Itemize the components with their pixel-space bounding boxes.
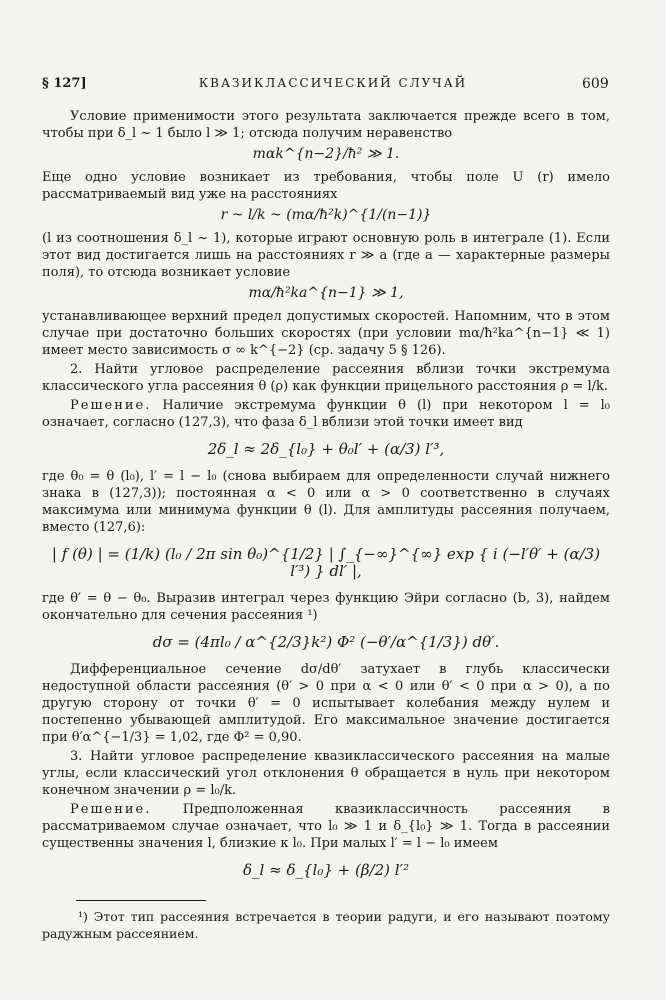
footnote: ¹) Этот тип рассеяния встречается в теории радуги, и его называют поэтому радужным рассеянием. xyxy=(42,909,610,941)
paragraph: где θ′ = θ − θ₀. Выразив интеграл через функцию Эйри согласно (b, 3), найдем окончательно для сечения рассеяния ¹) xyxy=(42,591,610,623)
footnote-rule xyxy=(76,900,206,901)
equation: dσ = (4πl₀ / α^{2/3}k²) Φ² (−θ′/α^{1/3}) dθ′. xyxy=(152,633,500,651)
running-head-section: § 127] xyxy=(42,76,87,91)
paragraph: Еще одно условие возникает из требования, чтобы поле U (r) имело рассматриваемый вид уже на расстояниях xyxy=(42,170,610,202)
equation: mαk^{n−2}/ħ² ≫ 1. xyxy=(252,146,400,162)
problem-statement: 3. Найти угловое распределение квазиклассического рассеяния на малые углы, если классический угол отклонения θ обращается в нуль при некотором конечном значении ρ = l₀/k. xyxy=(42,749,610,798)
paragraph: устанавливающее верхний предел допустимых скоростей. Напомним, что в этом случае при достаточно больших скоростях (при условии mα/ħ²ka^{n−1} ≪ 1) имеет место зависимость σ ∞ k^{−2} (ср. задачу 5 § 126). xyxy=(42,309,610,358)
paragraph: Условие применимости этого результата заключается прежде всего в том, чтобы при δ_l ~ 1 было l ≫ 1; отсюда получим неравенство xyxy=(42,109,610,141)
solution-label: Решение. xyxy=(70,802,152,817)
equation: r ~ l/k ~ (mα/ħ²k)^{1/(n−1)} xyxy=(220,207,432,223)
solution-text: Наличие экстремума функции θ (l) при некотором l = l₀ означает, согласно (127,3), что фаза δ_l вблизи этой точки имеет вид xyxy=(42,398,610,430)
solution-label: Решение. xyxy=(70,398,152,413)
equation: | f (θ) | = (1/k) (l₀ / 2π sin θ₀)^{1/2} | ∫_{−∞}^{∞} exp { i (−l′θ′ + (α/3) l′³) } dl′ |, xyxy=(51,545,601,580)
paragraph: Дифференциальное сечение dσ/dθ′ затухает в глубь классически недоступной области рассеяния (θ′ > 0 при α < 0 или θ′ < 0 при α > 0), а по другую сторону от точки θ′ = 0 испытывает колебания между нулем и постепенно убывающей амплитудой. Его максимальное значение достигается при θ′α^{−1/3} = 1,02, где Φ² = 0,90. xyxy=(42,662,610,745)
problem-statement: 2. Найти угловое распределение рассеяния вблизи точки экстремума классического угла рассеяния θ (ρ) как функции прицельного расстояния ρ = l/k. xyxy=(42,362,610,394)
equation: mα/ħ²ka^{n−1} ≫ 1, xyxy=(248,285,404,301)
page-body xyxy=(42,108,610,889)
page-number: 609 xyxy=(582,76,609,92)
equation: δ_l ≈ δ_{l₀} + (β/2) l′² xyxy=(243,861,409,879)
solution-paragraph xyxy=(42,801,610,852)
solution-paragraph xyxy=(42,397,610,431)
paragraph: где θ₀ = θ (l₀), l′ = l − l₀ (снова выбираем для определенности случай нижнего знака в (127,3)); постоянная α < 0 или α > 0 соответственно в случаях максимума или минимума функции θ (l). Для амплитуды рассеяния получаем, вместо (127,6): xyxy=(42,469,610,535)
paragraph: (l из соотношения δ_l ~ 1), которые играют основную роль в интеграле (1). Если этот вид достигается лишь на расстояниях r ≫ a (где a — характерные размеры поля), то отсюда возникает условие xyxy=(42,231,610,280)
running-head-title: КВАЗИКЛАССИЧЕСКИЙ СЛУЧАЙ xyxy=(198,76,468,90)
equation: 2δ_l ≈ 2δ_{l₀} + θ₀l′ + (α/3) l′³, xyxy=(207,440,445,458)
solution-text: Предположенная квазиклассичность рассеяния в рассматриваемом случае означает, что l₀ ≫ 1 и δ_{l₀} ≫ 1. Тогда в рассеянии существенны значения l, близкие к l₀. При малых l′ = l − l₀ имеем xyxy=(42,802,610,851)
